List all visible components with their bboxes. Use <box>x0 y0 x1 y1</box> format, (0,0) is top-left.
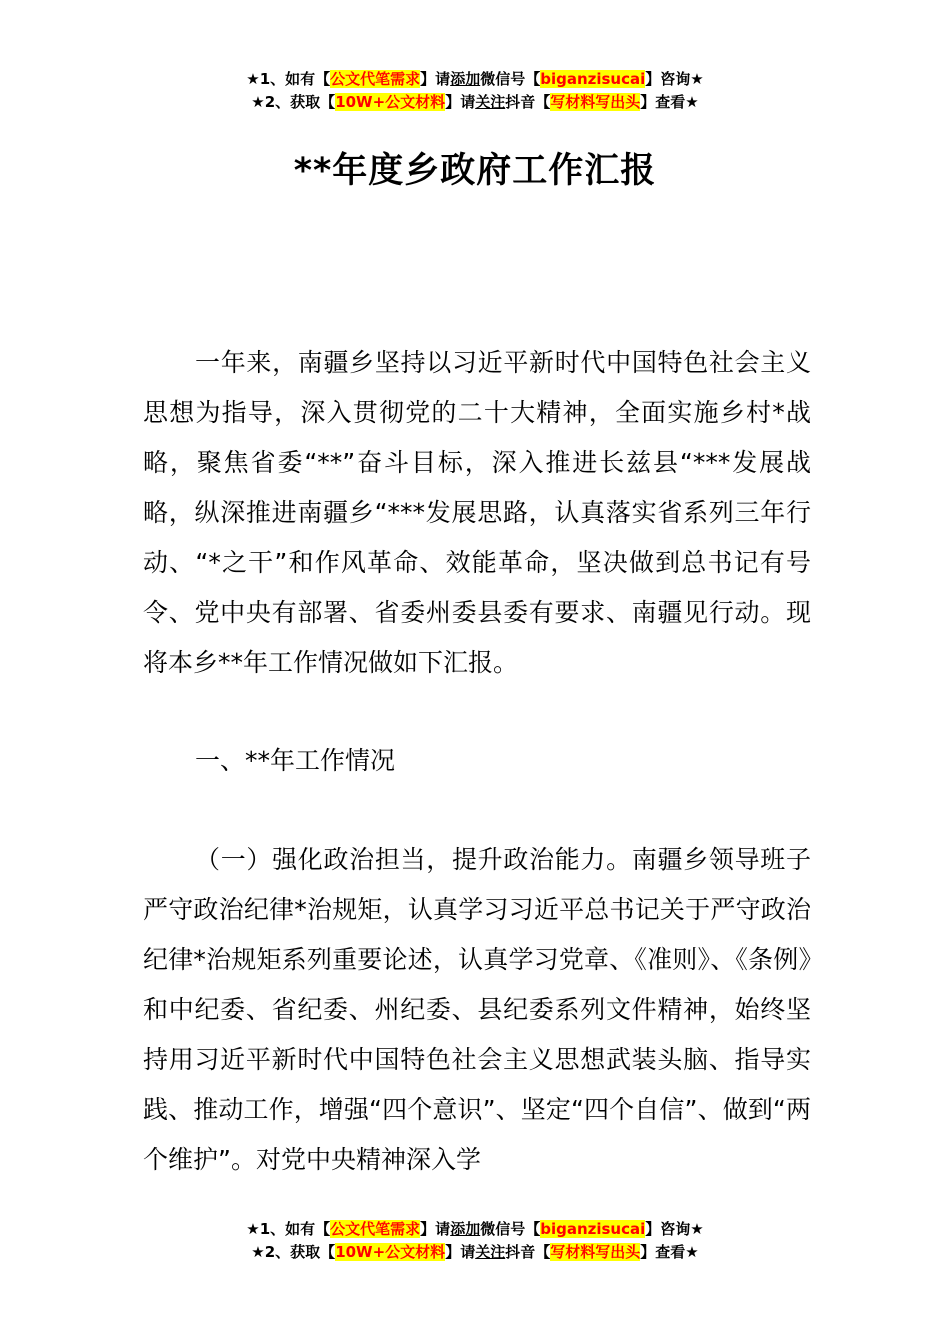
promo-line-1: ★1、如有【公文代笔需求】请添加微信号【biganzisucai】咨询★ <box>246 1220 704 1238</box>
highlight-douyin-account: 写材料写出头 <box>550 93 641 111</box>
highlight-materials: 10W+公文材料 <box>335 1243 446 1261</box>
promo-line-2: ★2、获取【10W+公文材料】请关注抖音【写材料写出头】查看★ <box>251 1243 699 1261</box>
promo-line-1: ★1、如有【公文代笔需求】请添加微信号【biganzisucai】咨询★ <box>246 70 704 88</box>
promo-line-2: ★2、获取【10W+公文材料】请关注抖音【写材料写出头】查看★ <box>251 93 699 111</box>
promo-banner-bottom <box>0 1218 950 1264</box>
intro-paragraph: 一年来，南疆乡坚持以习近平新时代中国特色社会主义思想为指导，深入贯彻党的二十大精神，全面实施乡村*战略，聚焦省委“**”奋斗目标，深入推进长兹县“***发展战略，纵深推进南疆乡“***发展思路，认真落实省系列三年行动、“*之干”和作风革命、效能革命，坚决做到总书记有号令、党中央有部署、省委州委县委有要求、南疆见行动。现将本乡**年工作情况做如下汇报。 <box>143 348 811 677</box>
highlight-materials: 10W+公文材料 <box>335 93 446 111</box>
highlight-wechat-id: biganzisucai <box>540 70 646 88</box>
highlight-wechat-id: biganzisucai <box>540 1220 646 1238</box>
highlight-service: 公文代笔需求 <box>330 1220 421 1238</box>
section-heading: 一、**年工作情况 <box>195 746 396 775</box>
document-title: **年度乡政府工作汇报 <box>293 151 657 191</box>
highlight-douyin-account: 写材料写出头 <box>550 1243 641 1261</box>
promo-banner-top <box>0 68 950 114</box>
section-paragraph: （一）强化政治担当，提升政治能力。南疆乡领导班子严守政治纪律*治规矩，认真学习习近平总书记关于严守政治纪律*治规矩系列重要论述，认真学习党章、《准则》、《条例》和中纪委、省纪委、州纪委、县纪委系列文件精神，始终坚持用习近平新时代中国特色社会主义思想武装头脑、指导实践、推动工作，增强“四个意识”、坚定“四个自信”、做到“两个维护”。对党中央精神深入学 <box>143 845 811 1174</box>
highlight-service: 公文代笔需求 <box>330 70 421 88</box>
